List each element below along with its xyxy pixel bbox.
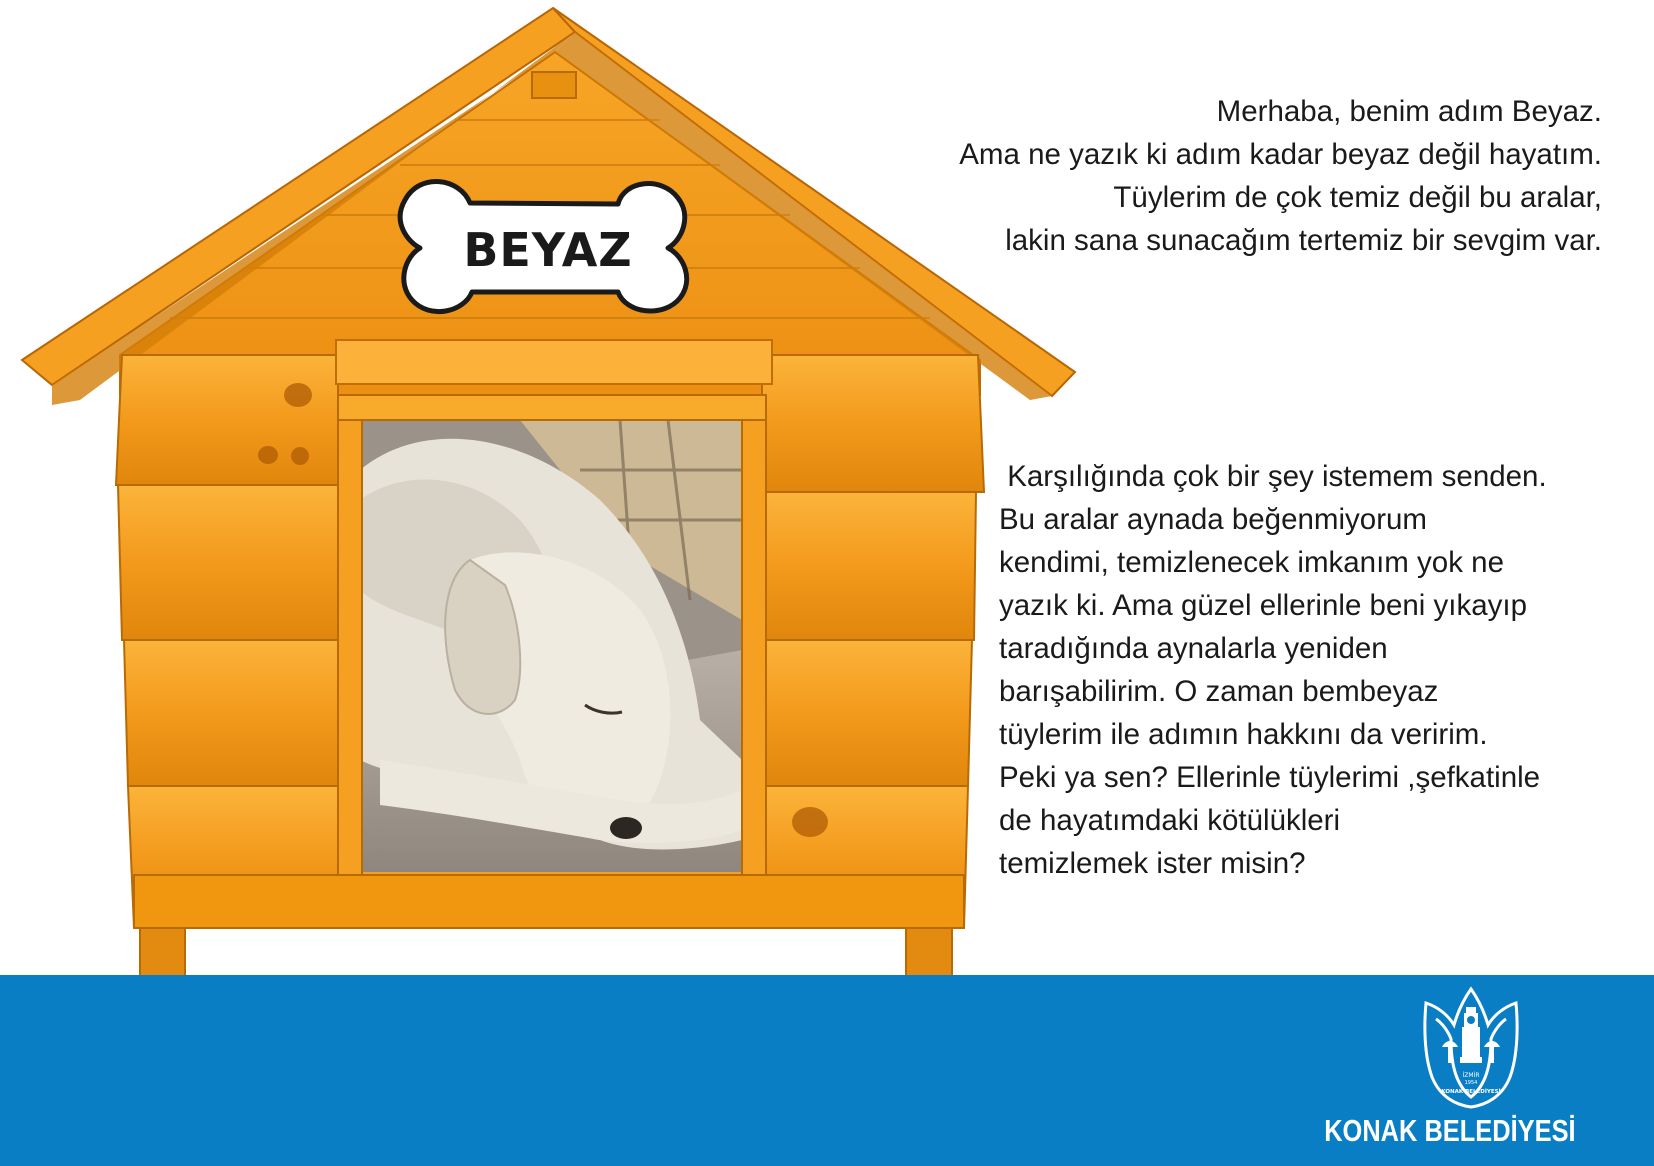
left-leg: [140, 922, 185, 978]
body-paragraph: [999, 455, 1629, 885]
body-line: yazık ki. Ama güzel ellerinle beni yıkayıp: [999, 589, 1527, 622]
body-line: temizlemek ister misin?: [999, 847, 1306, 880]
body-line: Peki ya sen? Ellerinle tüylerimi ,şefkatinle: [999, 761, 1541, 794]
dog-name-label: BEYAZ: [463, 223, 633, 277]
left-siding: [116, 355, 338, 928]
body-line: tüylerim ile adımın hakkını da veririm.: [999, 718, 1488, 751]
intro-line: Ama ne yazık ki adım kadar beyaz değil hayatım.: [959, 138, 1602, 171]
emblem-city: İZMİR: [1462, 1072, 1480, 1079]
body-line: kendimi, temizlenecek imkanım yok ne: [999, 546, 1504, 579]
bottom-sill: [134, 875, 964, 928]
body-line: taradığında aynalarla yeniden: [999, 632, 1388, 665]
intro-line: lakin sana sunacağım tertemiz bir sevgim var.: [1005, 224, 1602, 257]
konak-belediyesi-logo-text: KONAK BELEDİYESİ: [1324, 1113, 1576, 1148]
body-line: Karşılığında çok bir şey istemem senden.: [999, 460, 1547, 493]
intro-line: Tüylerim de çok temiz değil bu aralar,: [1113, 181, 1602, 214]
body-line: barışabilirim. O zaman bembeyaz: [999, 675, 1439, 708]
bone-nameplate-icon: [400, 181, 687, 311]
body-line: de hayatımdaki kötülükleri: [999, 804, 1341, 837]
right-leg: [906, 922, 952, 978]
intro-line: Merhaba, benim adım Beyaz.: [1216, 95, 1602, 128]
sleeping-dog-photo: [360, 420, 742, 872]
body-line: Bu aralar aynada beğenmiyorum: [999, 503, 1427, 536]
emblem-name: KONAK BELEDİYESİ: [1441, 1089, 1501, 1095]
konak-clocktower-emblem: [1418, 985, 1524, 1109]
right-siding: [762, 355, 984, 928]
emblem-year: 1954: [1464, 1080, 1478, 1086]
intro-text: [959, 90, 1602, 262]
door-lintel: [336, 340, 772, 384]
